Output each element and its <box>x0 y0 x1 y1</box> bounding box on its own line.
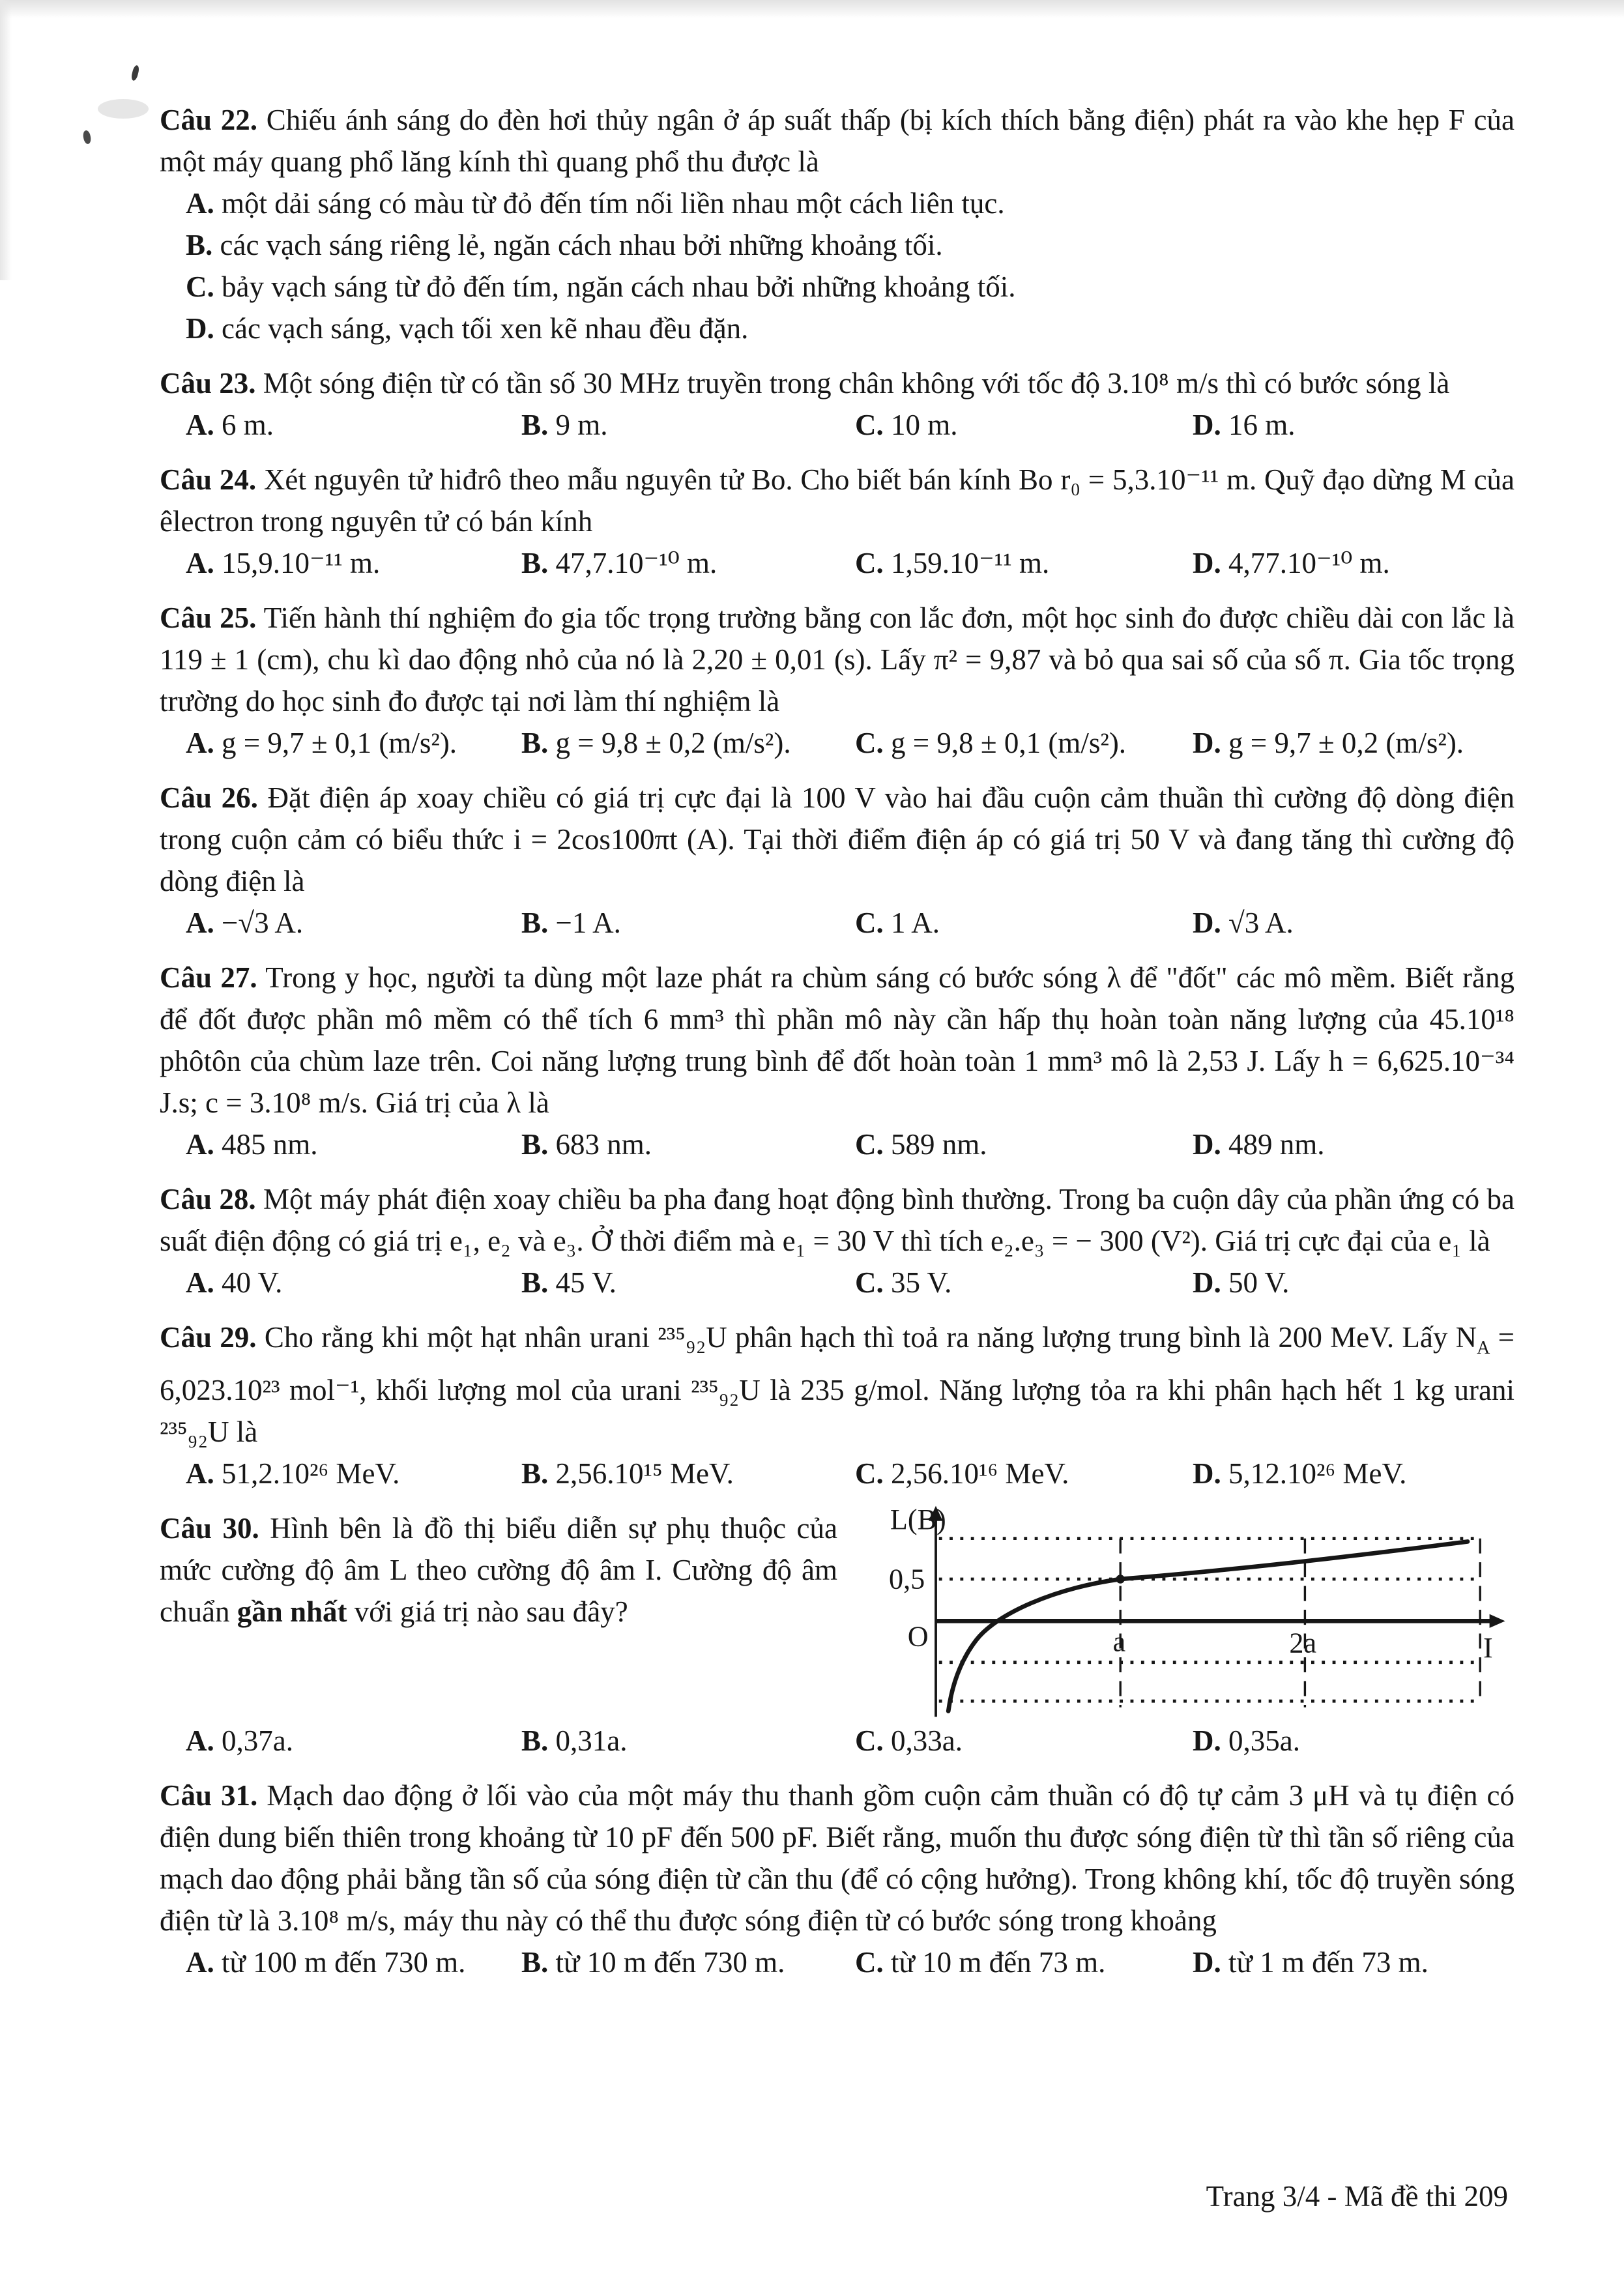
option-b <box>521 1124 855 1165</box>
options-row <box>160 1453 1515 1494</box>
option-letter: B. <box>521 1128 549 1161</box>
options-row <box>160 902 1515 944</box>
option-letter: B. <box>521 547 549 579</box>
question-28 <box>160 1178 1515 1303</box>
options-row <box>160 542 1515 584</box>
option-letter: C. <box>855 1457 884 1490</box>
option-c <box>855 902 1193 944</box>
option-d <box>1193 542 1515 584</box>
option-letter: D. <box>1193 1266 1221 1299</box>
question-text: với giá trị nào sau đây? <box>347 1595 628 1628</box>
question-30 <box>160 1504 1515 1762</box>
option-c <box>855 1262 1193 1303</box>
options-row <box>160 404 1515 446</box>
question-stem <box>160 957 1515 1124</box>
question-stem <box>160 1507 837 1720</box>
option-text: từ 100 m đến 730 m. <box>222 1946 466 1979</box>
question-text: Mạch dao động ở lối vào của một máy thu thanh gồm cuộn cảm thuần có độ tự cảm 3 μH và tụ điện có điện dung biến thiên trong khoảng từ 10 pF đến 500 pF. Biết rằng, muốn thu được sóng điện từ thì tần số riêng của mạch dao động phải bằng tần số của sóng điện từ cần thu (để có cộng hưởng). Trong không khí, tốc độ truyền sóng điện từ là 3.10⁸ m/s, máy thu này có thể thu được sóng điện từ có bước sóng trong khoảng <box>160 1779 1515 1937</box>
option-letter: D. <box>1193 1724 1221 1757</box>
x-axis-label: I <box>1483 1632 1493 1664</box>
option-letter: A. <box>186 907 214 939</box>
option-text: √3 A. <box>1228 907 1294 939</box>
option-a <box>186 1453 521 1494</box>
option-d <box>1193 722 1515 764</box>
option-text: 40 V. <box>222 1266 283 1299</box>
question-number: Câu 28. <box>160 1183 256 1215</box>
question-stem <box>160 459 1515 542</box>
option-d <box>1193 1453 1515 1494</box>
option-letter: A. <box>186 409 214 441</box>
option-d <box>1193 1124 1515 1165</box>
option-c <box>855 1941 1193 1983</box>
option-c <box>855 542 1193 584</box>
scan-artifact <box>0 0 12 280</box>
option-c <box>160 266 1515 308</box>
option-text: 2,56.10¹⁶ MeV. <box>891 1457 1069 1490</box>
option-text: 50 V. <box>1228 1266 1290 1299</box>
scan-artifact <box>98 99 149 119</box>
question-stem <box>160 597 1515 722</box>
y-tick-0p5: 0,5 <box>889 1563 925 1595</box>
option-letter: A. <box>186 547 214 579</box>
option-text: 0,31a. <box>555 1724 628 1757</box>
option-c <box>855 404 1193 446</box>
option-b <box>160 224 1515 266</box>
option-a <box>186 722 521 764</box>
option-text: các vạch sáng riêng lẻ, ngăn cách nhau bởi những khoảng tối. <box>220 229 943 261</box>
question-number: Câu 22. <box>160 104 257 136</box>
question-22 <box>160 99 1515 349</box>
question-text: Trong y học, người ta dùng một laze phát ra chùm sáng có bước sóng λ để "đốt" các mô mềm. Biết rằng để đốt được phần mô mềm có thể tích 6 mm³ thì phần mô này cần hấp thụ hoàn toàn năng lượng của 45.10¹⁸ phôtôn của chùm laze trên. Coi năng lượng trung bình để đốt hoàn toàn 1 mm³ mô là 2,53 J. Lấy h = 6,625.10⁻³⁴ J.s; c = 3.10⁸ m/s. Giá trị của λ là <box>160 961 1515 1119</box>
scan-artifact <box>130 65 140 81</box>
option-letter: D. <box>1193 1946 1221 1979</box>
option-text: −1 A. <box>555 907 621 939</box>
options-row <box>160 1262 1515 1303</box>
option-letter: C. <box>855 1946 884 1979</box>
option-d <box>1193 404 1515 446</box>
option-letter: C. <box>855 1266 884 1299</box>
x-tick-a: a <box>1112 1625 1126 1658</box>
question-number: Câu 29. <box>160 1321 257 1354</box>
option-text: 1,59.10⁻¹¹ m. <box>891 547 1050 579</box>
sound-level-graph-container <box>863 1501 1515 1720</box>
option-letter: D. <box>1193 1457 1221 1490</box>
question-stem <box>160 1178 1515 1262</box>
question-stem <box>160 1775 1515 1941</box>
question-number: Câu 27. <box>160 961 257 994</box>
option-text: từ 10 m đến 73 m. <box>891 1946 1106 1979</box>
option-c <box>855 1124 1193 1165</box>
option-letter: B. <box>521 1724 549 1757</box>
option-a <box>186 404 521 446</box>
option-text: một dải sáng có màu từ đỏ đến tím nối liền nhau một cách liên tục. <box>222 187 1005 220</box>
option-b <box>521 722 855 764</box>
option-letter: A. <box>186 1128 214 1161</box>
option-text: 2,56.10¹⁵ MeV. <box>555 1457 734 1490</box>
option-letter: C. <box>855 907 884 939</box>
option-letter: B. <box>521 907 549 939</box>
question-text: = 6,023.10²³ mol⁻¹, khối lượng mol của urani ²³⁵₉₂U là 235 g/mol. Năng lượng tỏa ra khi phân hạch hết 1 kg urani ²³⁵₉₂U là <box>160 1321 1515 1448</box>
x-tick-2a: 2a <box>1289 1627 1317 1659</box>
question-text: Một sóng điện từ có tần số 30 MHz truyền trong chân không với tốc độ 3.10⁸ m/s thì có bước sóng là <box>263 367 1450 400</box>
question-number: Câu 26. <box>160 781 258 814</box>
option-letter: C. <box>186 270 214 303</box>
scan-artifact <box>82 130 91 145</box>
option-d <box>1193 902 1515 944</box>
option-letter: B. <box>521 1266 549 1299</box>
option-letter: C. <box>855 409 884 441</box>
question-text: Đặt điện áp xoay chiều có giá trị cực đại là 100 V vào hai đầu cuộn cảm thuần thì cường độ dòng điện trong cuộn cảm có biểu thức i = 2cos100πt (A). Tại thời điểm điện áp có giá trị 50 V và đang tăng thì cường độ dòng điện là <box>160 781 1515 897</box>
exam-content <box>160 99 1515 1983</box>
option-letter: D. <box>1193 1128 1221 1161</box>
option-letter: D. <box>1193 547 1221 579</box>
option-letter: A. <box>186 187 214 220</box>
option-letter: C. <box>855 1128 884 1161</box>
option-text: 489 nm. <box>1228 1128 1325 1161</box>
question-text: Cho rằng khi một hạt nhân urani ²³⁵₉₂U phân hạch thì toả ra năng lượng trung bình là 200 MeV. Lấy N <box>264 1321 1477 1354</box>
question-stem <box>160 362 1515 404</box>
option-b <box>521 902 855 944</box>
option-a <box>186 1124 521 1165</box>
option-b <box>521 1941 855 1983</box>
option-text: bảy vạch sáng từ đỏ đến tím, ngăn cách nhau bởi những khoảng tối. <box>222 270 1016 303</box>
option-text: 51,2.10²⁶ MeV. <box>222 1457 400 1490</box>
question-number: Câu 25. <box>160 602 257 634</box>
option-text: 16 m. <box>1228 409 1296 441</box>
option-letter: B. <box>521 1946 549 1979</box>
option-a <box>160 182 1515 224</box>
option-text: từ 10 m đến 730 m. <box>555 1946 785 1979</box>
option-d <box>1193 1941 1515 1983</box>
option-letter: A. <box>186 1266 214 1299</box>
question-text: Một máy phát điện xoay chiều ba pha đang hoạt động bình thường. Trong ba cuộn dây của phần ứng có ba suất điện động có giá trị e₁, e₂ và e₃. Ở thời điểm mà e₁ = 30 V thì tích e₂.e₃ = − 300 (V²). Giá trị cực đại của e₁ là <box>160 1183 1515 1257</box>
option-a <box>186 542 521 584</box>
question-26 <box>160 777 1515 944</box>
question-number: Câu 23. <box>160 367 256 400</box>
question-text: Xét nguyên tử hiđrô theo mẫu nguyên tử Bo. Cho biết bán kính Bo r₀ = 5,3.10⁻¹¹ m. Quỹ đạo dừng M của êlectron trong nguyên tử có bán kính <box>160 463 1515 538</box>
question-30-body <box>160 1504 1515 1720</box>
option-text: 0,33a. <box>891 1724 963 1757</box>
question-text: Tiến hành thí nghiệm đo gia tốc trọng trường bằng con lắc đơn, một học sinh đo được chiều dài con lắc là 119 ± 1 (cm), chu kì dao động nhỏ của nó là 2,20 ± 0,01 (s). Lấy π² = 9,87 và bỏ qua sai số của số π. Gia tốc trọng trường do học sinh đo được tại nơi làm thí nghiệm là <box>160 602 1515 718</box>
option-letter: A. <box>186 1457 214 1490</box>
option-b <box>521 404 855 446</box>
option-letter: B. <box>521 727 549 759</box>
question-27 <box>160 957 1515 1165</box>
sound-level-vs-intensity-graph <box>889 1501 1515 1720</box>
question-number: Câu 24. <box>160 463 257 496</box>
option-c <box>855 1720 1193 1762</box>
options-row <box>160 1124 1515 1165</box>
option-text: 10 m. <box>891 409 958 441</box>
option-text: 0,35a. <box>1228 1724 1300 1757</box>
option-b <box>521 1453 855 1494</box>
L-vs-I-curve <box>948 1541 1468 1711</box>
avogadro-subscript: A <box>1477 1338 1490 1358</box>
option-letter: B. <box>186 229 213 261</box>
question-31 <box>160 1775 1515 1983</box>
option-text: từ 1 m đến 73 m. <box>1228 1946 1428 1979</box>
question-text-emphasis: gần nhất <box>237 1595 347 1628</box>
option-b <box>521 542 855 584</box>
option-letter: C. <box>855 1724 884 1757</box>
option-letter: C. <box>855 727 884 759</box>
option-letter: B. <box>521 409 549 441</box>
options-row <box>160 1941 1515 1983</box>
option-c <box>855 722 1193 764</box>
option-a <box>186 1720 521 1762</box>
option-letter: A. <box>186 1724 214 1757</box>
option-text: 35 V. <box>891 1266 952 1299</box>
option-b <box>521 1262 855 1303</box>
page-footer: Trang 3/4 - Mã đề thi 209 <box>1206 2180 1508 2213</box>
option-text: 4,77.10⁻¹⁰ m. <box>1228 547 1390 579</box>
option-text: g = 9,8 ± 0,2 (m/s²). <box>555 727 791 759</box>
option-d <box>1193 1262 1515 1303</box>
option-letter: B. <box>521 1457 549 1490</box>
option-letter: A. <box>186 727 214 759</box>
option-a <box>186 1262 521 1303</box>
question-text: Hình bên là đồ thị biểu diễn sự phụ thuộc của mức cường độ âm L theo cường độ âm I. Cường độ âm chuẩn <box>160 1512 838 1628</box>
option-text: 0,37a. <box>222 1724 293 1757</box>
option-letter: A. <box>186 1946 214 1979</box>
question-stem <box>160 777 1515 902</box>
option-letter: D. <box>1193 727 1221 759</box>
option-text: 1 A. <box>891 907 940 939</box>
option-letter: C. <box>855 547 884 579</box>
option-text: 15,9.10⁻¹¹ m. <box>222 547 381 579</box>
option-letter: D. <box>186 312 214 345</box>
question-stem <box>160 99 1515 182</box>
option-b <box>521 1720 855 1762</box>
options-row <box>160 722 1515 764</box>
origin-label: O <box>907 1620 929 1653</box>
question-text: Chiếu ánh sáng do đèn hơi thủy ngân ở áp suất thấp (bị kích thích bằng điện) phát ra vào khe hẹp F của một máy quang phổ lăng kính thì quang phổ thu được là <box>160 104 1515 178</box>
option-letter: D. <box>1193 409 1221 441</box>
option-c <box>855 1453 1193 1494</box>
option-d <box>1193 1720 1515 1762</box>
option-text: 45 V. <box>555 1266 616 1299</box>
option-text: g = 9,8 ± 0,1 (m/s²). <box>891 727 1127 759</box>
option-text: 9 m. <box>555 409 608 441</box>
option-text: g = 9,7 ± 0,2 (m/s²). <box>1228 727 1464 759</box>
option-d <box>160 308 1515 349</box>
option-text: 589 nm. <box>891 1128 987 1161</box>
option-text: 683 nm. <box>555 1128 652 1161</box>
y-axis-label: L(B) <box>890 1504 946 1536</box>
x-axis-arrow <box>1490 1614 1505 1628</box>
option-text: −√3 A. <box>222 907 304 939</box>
option-a <box>186 1941 521 1983</box>
options-row <box>160 1720 1515 1762</box>
question-number: Câu 30. <box>160 1512 259 1545</box>
option-text: 47,7.10⁻¹⁰ m. <box>555 547 718 579</box>
scan-artifact <box>0 0 1624 18</box>
option-text: 485 nm. <box>222 1128 318 1161</box>
option-text: 5,12.10²⁶ MeV. <box>1228 1457 1407 1490</box>
option-letter: D. <box>1193 907 1221 939</box>
question-23 <box>160 362 1515 446</box>
question-stem <box>160 1316 1515 1453</box>
question-29 <box>160 1316 1515 1494</box>
curve-point-a-0p5 <box>1116 1575 1124 1583</box>
options-list <box>160 182 1515 349</box>
option-text: 6 m. <box>222 409 274 441</box>
option-a <box>186 902 521 944</box>
option-text: g = 9,7 ± 0,1 (m/s²). <box>222 727 457 759</box>
question-25 <box>160 597 1515 764</box>
question-24 <box>160 459 1515 584</box>
question-number: Câu 31. <box>160 1779 258 1812</box>
option-text: các vạch sáng, vạch tối xen kẽ nhau đều đặn. <box>222 312 749 345</box>
